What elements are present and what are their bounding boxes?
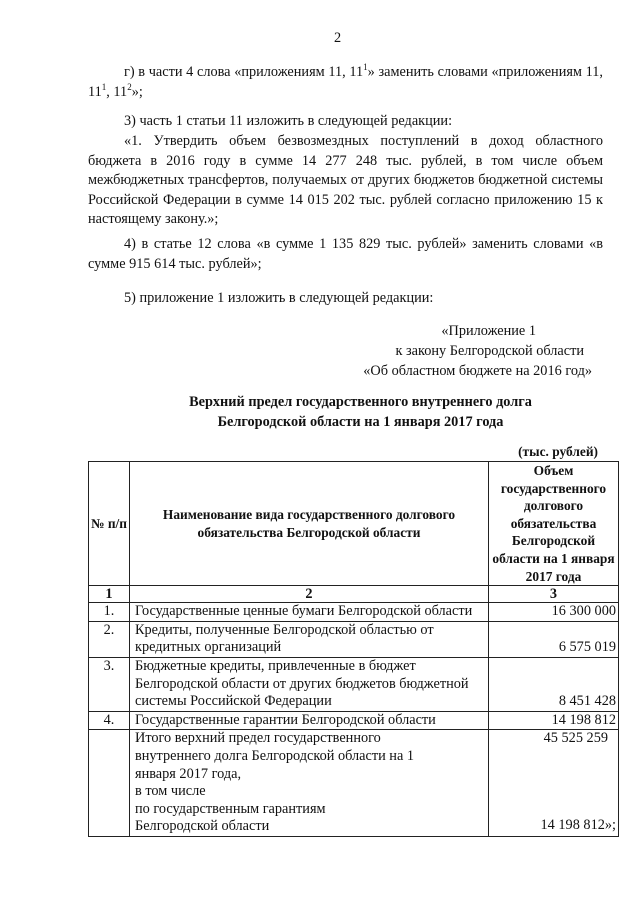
- total-name-cell: [130, 730, 489, 837]
- row-number: 1.: [89, 603, 130, 622]
- table-row: [89, 603, 619, 622]
- total-value: 45 525 259: [543, 730, 608, 747]
- row-name: Государственные ценные бумаги Белгородской области: [130, 603, 489, 622]
- total-sub-label: в том числе: [135, 783, 206, 800]
- paragraph-3-quote: «1. Утвердить объем безвозмездных поступлений в доход областного бюджета в 2016 году в сумме 14 277 248 тыс. рублей, в том числе объем межбюджетных трансфертов, получаемых от других бюджетов бюджетной системы Российской Федерации в сумме 14 015 202 тыс. рублей согласно приложению 15 к настоящему закону.»;: [88, 133, 603, 228]
- row-number: 4.: [89, 711, 130, 730]
- appendix-line3: «Об областном бюджете на 2016 год»: [363, 363, 592, 379]
- total-number-cell: [89, 730, 130, 837]
- row-value: 8 451 428: [489, 657, 619, 711]
- row-value: 6 575 019: [489, 621, 619, 657]
- header-number: № п/п: [89, 462, 130, 586]
- total-name: Итого верхний предел государственного внутреннего долга Белгородской области на 1 января 2017 года,: [135, 730, 415, 782]
- table-row: [89, 621, 619, 657]
- total-sub-value: 14 198 812»;: [540, 816, 616, 833]
- title-line2: Белгородской области на 1 января 2017 года: [217, 414, 504, 430]
- document-title: [88, 392, 633, 432]
- row-value: 14 198 812: [489, 711, 619, 730]
- row-number: 2.: [89, 621, 130, 657]
- paragraph-5: 5) приложение 1 изложить в следующей редакции:: [124, 290, 434, 306]
- row-name: Кредиты, полученные Белгородской областью от кредитных организаций: [130, 621, 489, 657]
- header-value: Объем государственного долгового обязательства Белгородской области на 1 января 2017 года: [489, 462, 619, 586]
- table-row: [89, 657, 619, 711]
- total-sub-name: по государственным гарантиям Белгородской области: [135, 800, 326, 835]
- table-row: [89, 711, 619, 730]
- total-value-cell: [489, 730, 619, 837]
- debt-table: [88, 461, 619, 837]
- paragraph-3-intro: 3) часть 1 статьи 11 изложить в следующей редакции:: [124, 113, 453, 129]
- row-name: Государственные гарантии Белгородской области: [130, 711, 489, 730]
- column-number-row: [89, 586, 619, 603]
- page-number: 2: [334, 30, 342, 46]
- header-name: Наименование вида государственного долгового обязательства Белгородской области: [130, 462, 489, 586]
- row-number: 3.: [89, 657, 130, 711]
- title-line1: Верхний предел государственного внутреннего долга: [189, 394, 532, 410]
- table-header-row: [89, 462, 619, 586]
- appendix-line2: к закону Белгородской области: [395, 343, 584, 359]
- appendix-line1: «Приложение 1: [441, 323, 536, 339]
- appendix-heading: [292, 321, 592, 381]
- col-number: 1: [89, 586, 130, 603]
- table-total-row: [89, 730, 619, 837]
- units-label: (тыс. рублей): [518, 444, 598, 459]
- col-number: 3: [489, 586, 619, 603]
- row-value: 16 300 000: [489, 603, 619, 622]
- paragraph-g: г) в части 4 слова «приложениям 11, $11^1$» заменить словами «приложениям 11, $11^1$, $11^2$»;: [88, 62, 603, 100]
- paragraph-4: 4) в статье 12 слова «в сумме 1 135 829 тыс. рублей» заменить словами «в сумме 915 614 тыс. рублей»;: [88, 236, 603, 272]
- row-name: Бюджетные кредиты, привлеченные в бюджет Белгородской области от других бюджетов бюджетной системы Российской Федерации: [130, 657, 489, 711]
- col-number: 2: [130, 586, 489, 603]
